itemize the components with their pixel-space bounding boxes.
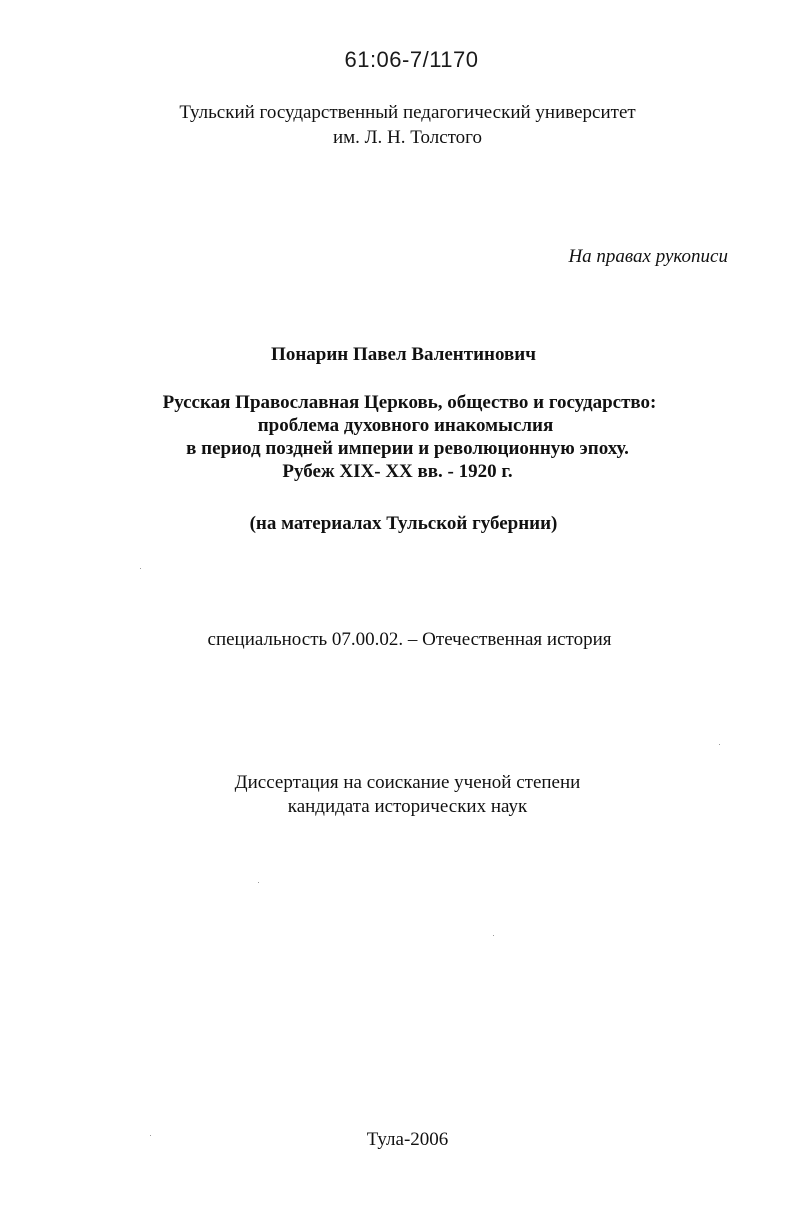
speciality: специальность 07.00.02. – Отечественная история <box>207 629 612 650</box>
author-name: Понарин Павел Валентинович <box>271 344 536 365</box>
scan-speck <box>258 882 259 883</box>
dissertation-title-line-1: Русская Православная Церковь, общество и государство: <box>162 392 657 413</box>
dissertation-subtitle: (на материалах Тульской губернии) <box>249 513 558 534</box>
university-name: Тульский государственный педагогический университет <box>179 102 636 123</box>
city-year: Тула-2006 <box>366 1129 449 1150</box>
scan-speck <box>140 568 141 569</box>
degree-line-2: кандидата исторических наук <box>287 796 528 817</box>
scan-speck <box>150 1135 151 1136</box>
dissertation-title-line-3: в период поздней империи и революционную эпоху. <box>186 438 629 459</box>
dissertation-title-line-4: Рубеж XIX- XX вв. - 1920 г. <box>282 461 513 482</box>
dissertation-title-line-2: проблема духовного инакомыслия <box>257 415 554 436</box>
degree-line-1: Диссертация на соискание ученой степени <box>234 772 581 793</box>
university-name-suffix: им. Л. Н. Толстого <box>332 127 482 148</box>
scan-speck <box>493 935 494 936</box>
scan-speck <box>719 744 720 745</box>
manuscript-note: На правах рукописи <box>568 246 728 267</box>
archive-code: 61:06-7/1170 <box>344 47 479 72</box>
